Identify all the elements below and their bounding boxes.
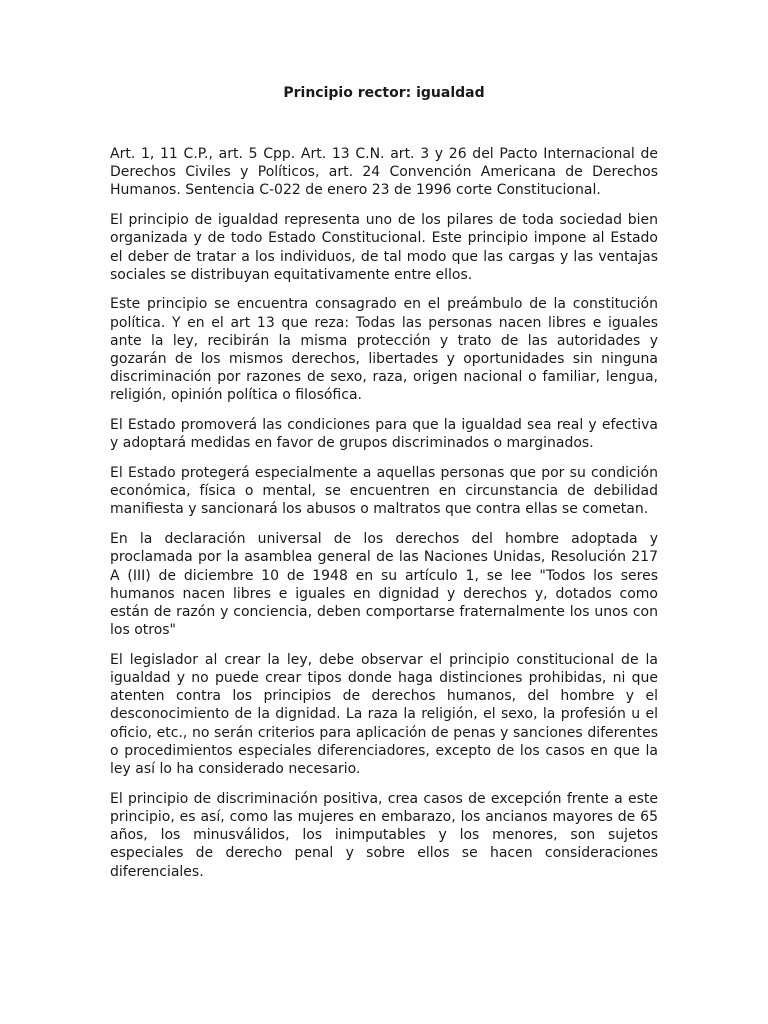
paragraph-state-promotion: El Estado promoverá las condiciones para que la igualdad sea real y efectiva y adoptará medidas en favor de grupos discriminados o marginados. — [110, 417, 658, 452]
paragraph-state-protection: El Estado protegerá especialmente a aquellas personas que por su condición económica, física o mental, se encuentren en circunstancia de debilidad manifiesta y sancionará los abusos o maltratos que contra ellas se cometan. — [110, 465, 658, 518]
paragraph-legal-references: Art. 1, 11 C.P., art. 5 Cpp. Art. 13 C.N. art. 3 y 26 del Pacto Internacional de Derechos Civiles y Políticos, art. 24 Convención Americana de Derechos Humanos. Sentencia C-022 de enero 23 de 1996 corte Constitucional. — [110, 146, 658, 199]
document-title: Principio rector: igualdad — [283, 85, 485, 101]
paragraph-constitution-article-13: Este principio se encuentra consagrado en el preámbulo de la constitución política. Y en el art 13 que reza: Todas las personas nacen libres e iguales ante la ley, recibirán la misma protección y trato de las autoridades y gozarán de los mismos derechos, libertades y oportunidades sin ninguna discriminación por razones de sexo, raza, origen nacional o familiar, lengua, religión, opinión política o filosófica. — [110, 296, 658, 404]
paragraph-legislator: El legislador al crear la ley, debe observar el principio constitucional de la igualdad y no puede crear tipos donde haga distinciones prohibidas, ni que atenten contra los principios de derechos humanos, del hombre y el desconocimiento de la dignidad. La raza la religión, el sexo, la profesión u el oficio, etc., no serán criterios para aplicación de penas y sanciones diferentes o procedimientos especiales diferenciadores, excepto de los casos en que la ley así lo ha considerado necesario. — [110, 651, 658, 778]
paragraph-equality-principle: El principio de igualdad representa uno de los pilares de toda sociedad bien organizada y de todo Estado Constitucional. Este principio impone al Estado el deber de tratar a los individuos, de tal modo que las cargas y las ventajas sociales se distribuyan equitativamente entre ellos. — [110, 212, 658, 283]
paragraph-positive-discrimination: El principio de discriminación positiva, crea casos de excepción frente a este principio, es así, como las mujeres en embarazo, los ancianos mayores de 65 años, los minusválidos, los inimputables y los menores, son sujetos especiales de derecho penal y sobre ellos se hacen consideraciones diferenciales. — [110, 790, 658, 880]
document-body — [110, 145, 658, 892]
paragraph-universal-declaration: En la declaración universal de los derechos del hombre adoptada y proclamada por la asamblea general de las Naciones Unidas, Resolución 217 A (III) de diciembre 10 de 1948 en su artículo 1, se lee "Todos los seres humanos nacen libres e iguales en dignidad y derechos y, dotados como están de razón y conciencia, deben comportarse fraternalmente los unos con los otros" — [110, 531, 658, 639]
